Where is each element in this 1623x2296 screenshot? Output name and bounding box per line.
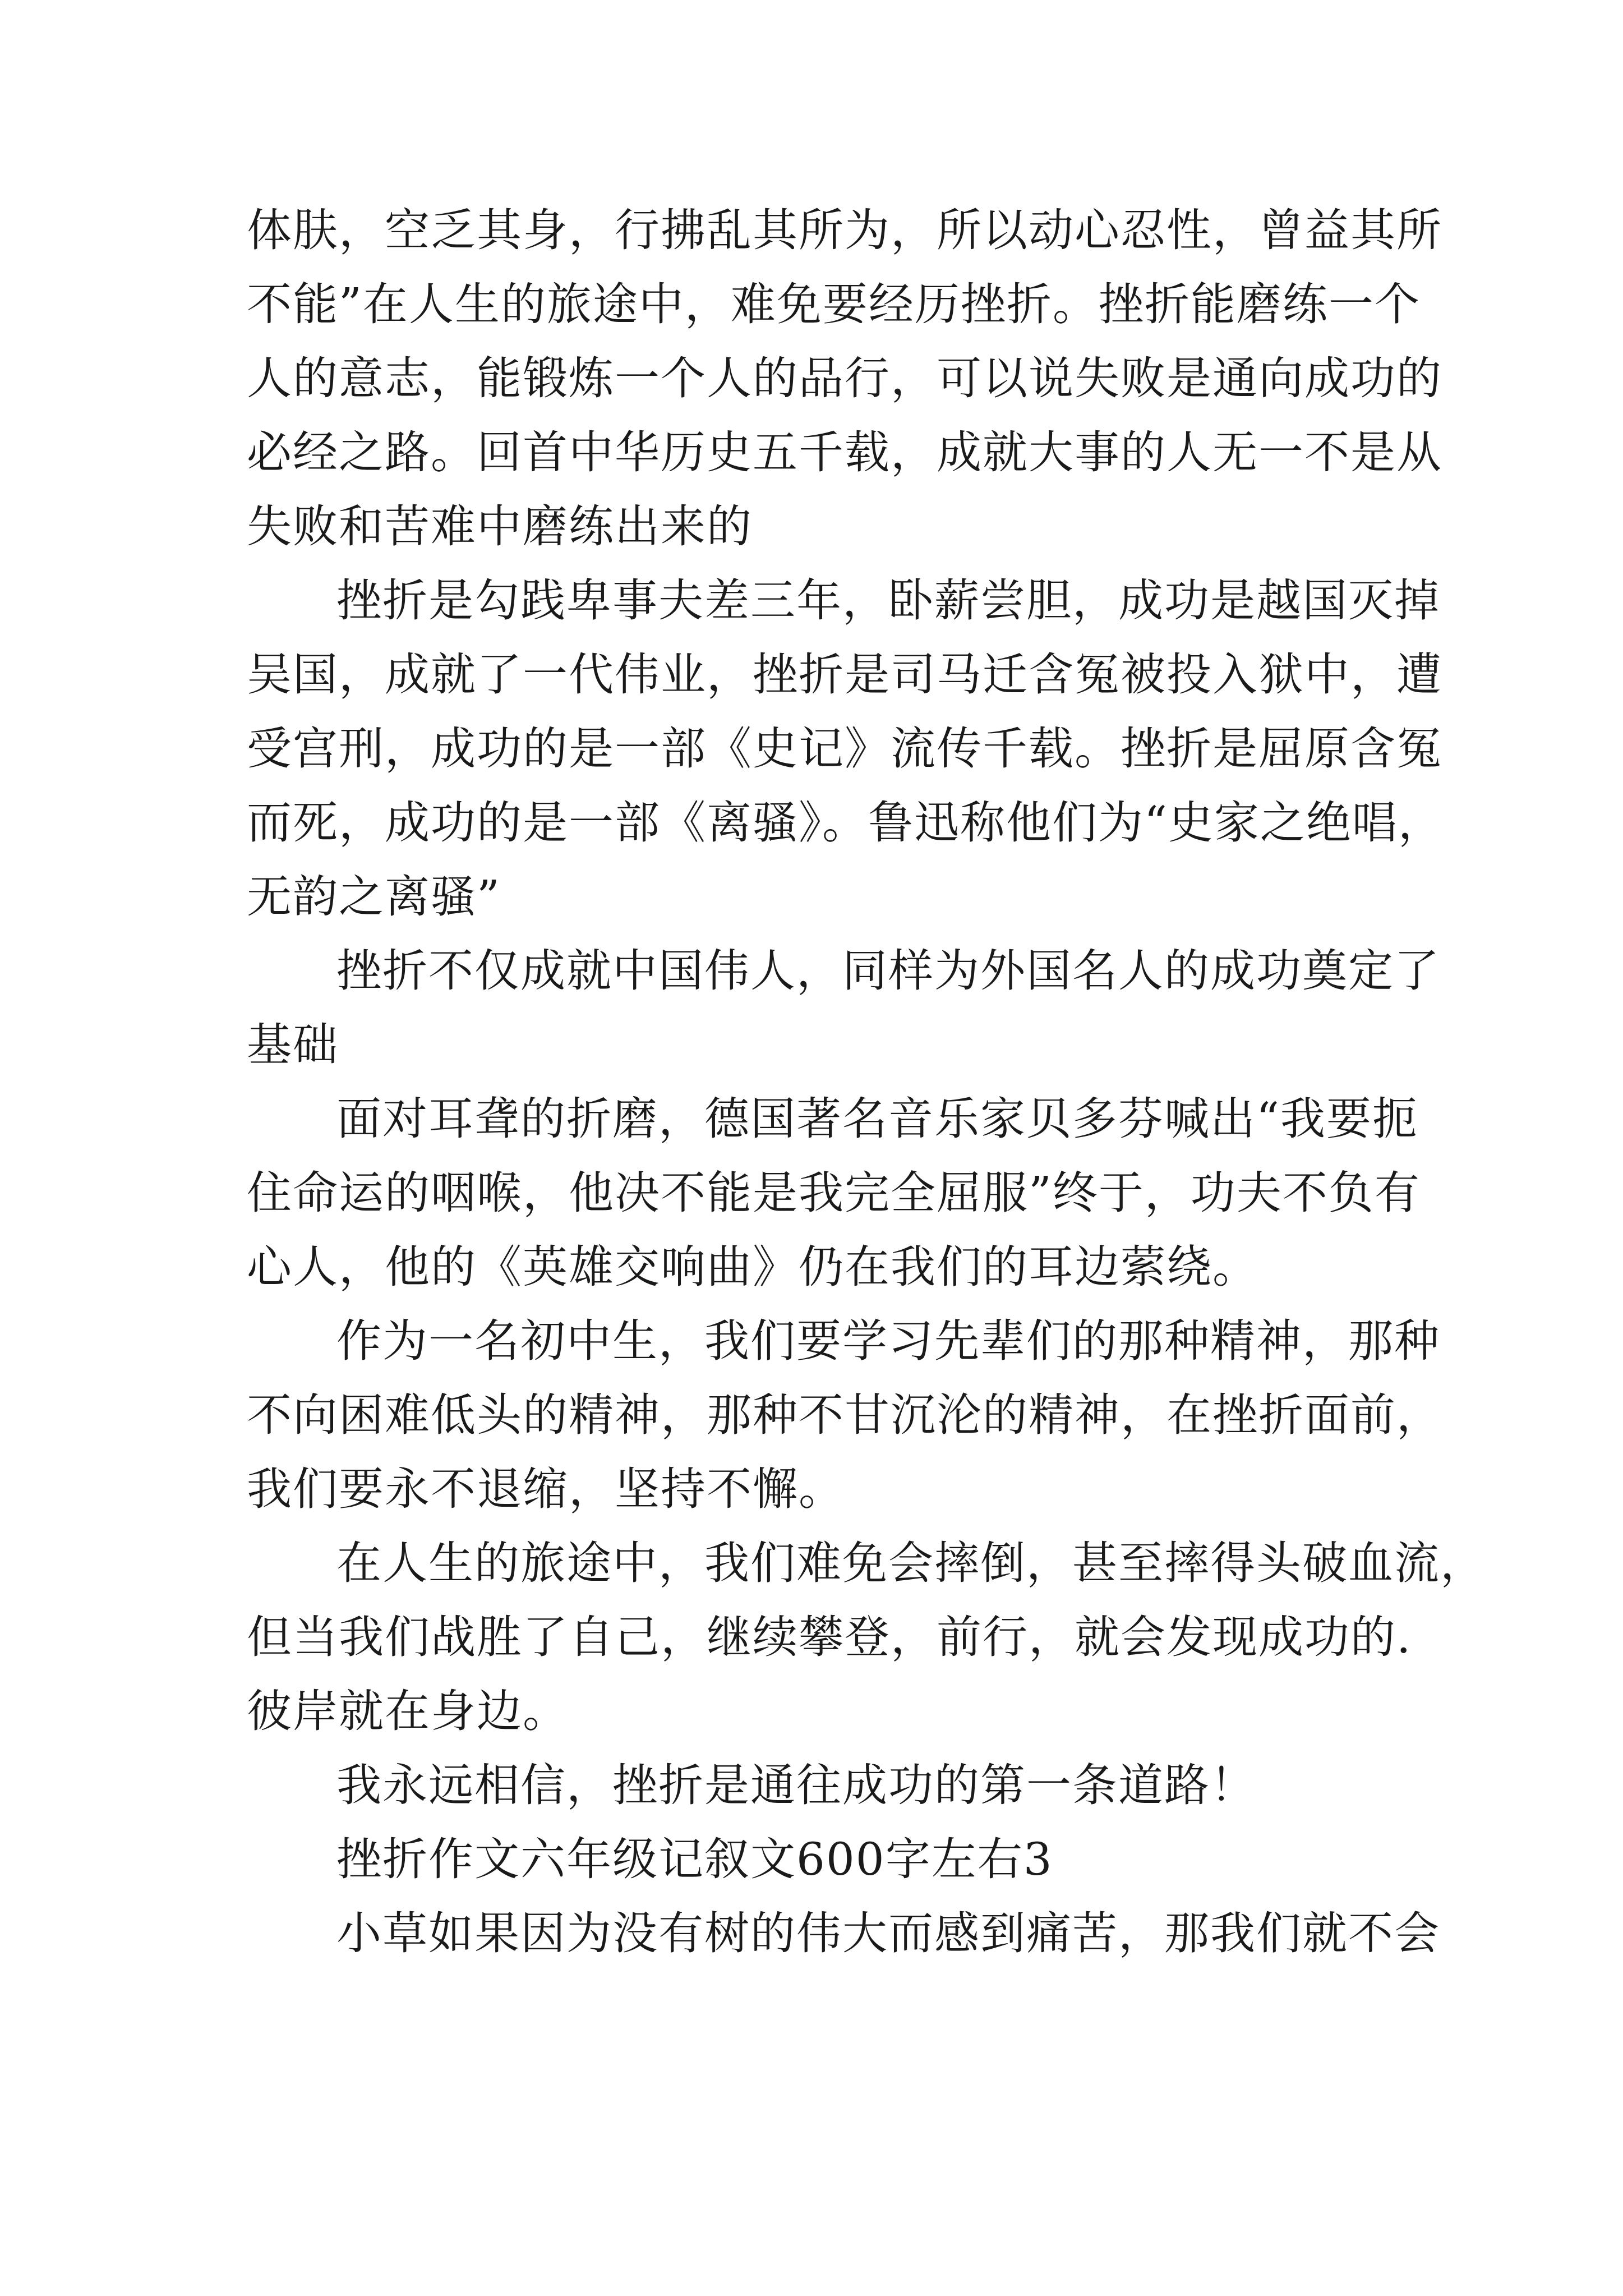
text-line: 不能”在人生的旅途中，难免要经历挫折。挫折能磨练一个 [247,278,1421,330]
document-body [247,194,1486,1971]
paragraph [247,1526,1486,1749]
text-line: 我永远相信，挫折是通往成功的第一条道路！ [336,1759,1256,1811]
text-line: 但当我们战胜了自己，继续攀登，前行，就会发现成功的. [247,1611,1412,1663]
paragraph [247,1897,1440,1971]
text-line: 作为一名初中生，我们要学习先辈们的那种精神，那种 [336,1315,1440,1367]
text-line: 挫折是勾践卑事夫差三年，卧薪尝胆，成功是越国灭掉 [336,574,1440,627]
paragraph [247,1082,1421,1304]
text-line: 小草如果因为没有树的伟大而感到痛苦，那我们就不会 [336,1907,1440,1959]
text-line: 面对耳聋的折磨，德国著名音乐家贝多芬喊出“我要扼 [336,1093,1418,1145]
text-line: 挫折不仅成就中国伟人，同样为外国名人的成功奠定了 [336,945,1440,997]
text-line: 人的意志，能锻炼一个人的品行，可以说失败是通向成功的 [247,352,1442,404]
text-line: 心人，他的《英雄交响曲》仍在我们的耳边萦绕。 [247,1241,1258,1293]
text-line: 我们要永不退缩，坚持不懈。 [247,1463,845,1515]
paragraph [247,934,1440,1082]
text-line: 在人生的旅途中，我们难免会摔倒，甚至摔得头破血流， [336,1537,1486,1589]
text-line: 受宫刑，成功的是一部《史记》流传千载。挫折是屈原含冤 [247,723,1442,775]
paragraph [247,194,1442,564]
paragraph [247,1304,1442,1526]
text-line: 住命运的咽喉，他决不能是我完全屈服”终于，功夫不负有 [247,1167,1421,1219]
text-line: 吴国，成就了一代伟业，挫折是司马迁含冤被投入狱中，遭 [247,648,1442,701]
text-line: 无韵之离骚” [247,871,501,923]
section-heading [247,1823,1391,1897]
text-line: 不向困难低头的精神，那种不甘沉沦的精神，在挫折面前， [247,1389,1442,1441]
text-line: 彼岸就在身边。 [247,1685,569,1737]
text-line: 失败和苦难中磨练出来的 [247,500,753,553]
paragraph [247,1749,1391,1823]
paragraph [247,564,1444,934]
text-line: 而死，成功的是一部《离骚》。鲁迅称他们为“史家之绝唱， [247,797,1444,849]
text-line: 体肤，空乏其身，行拂乱其所为，所以动心忍性，曾益其所 [247,204,1442,256]
heading-text: 挫折作文六年级记叙文600字左右3 [336,1833,1053,1885]
text-line: 必经之路。回首中华历史五千载，成就大事的人无一不是从 [247,426,1442,478]
text-line: 基础 [247,1019,339,1071]
